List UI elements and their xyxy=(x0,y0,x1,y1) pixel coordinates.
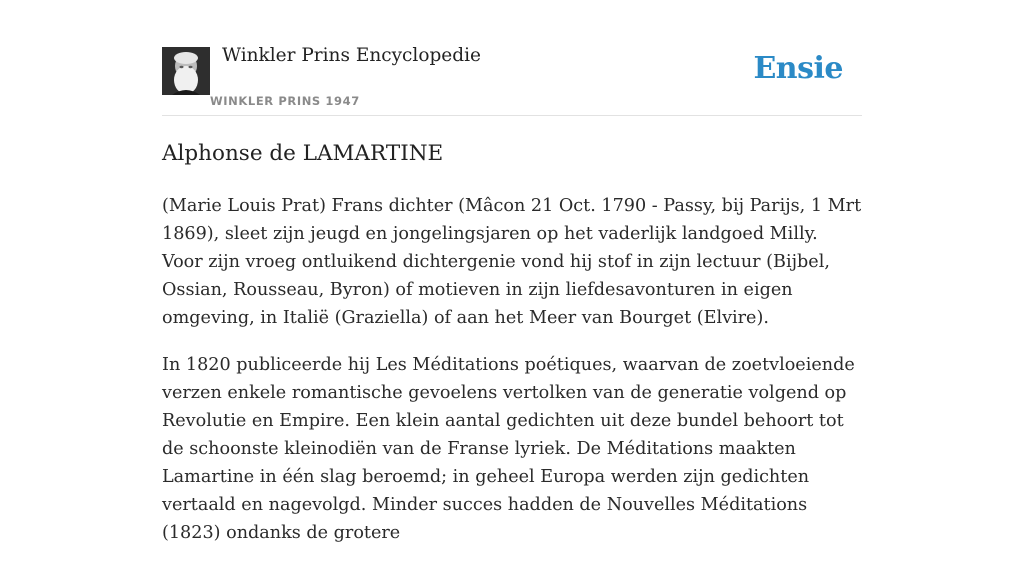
source-label[interactable]: WINKLER PRINS 1947 xyxy=(210,94,360,108)
article-title: Alphonse de LAMARTINE xyxy=(162,141,444,166)
author-portrait-icon[interactable] xyxy=(162,47,210,95)
site-title[interactable]: Winkler Prins Encyclopedie xyxy=(222,45,481,66)
article-paragraph: (Marie Louis Prat) Frans dichter (Mâcon 21 Oct. 1790 - Passy, bij Parijs, 1 Mrt 1869), sleet zijn jeugd en jongelingsjaren op het vaderlijk landgoed Milly. Voor zijn vroeg ontluikend dichtergenie vond hij stof in zijn lectuur (Bijbel, Ossian, Rousseau, Byron) of motieven in zijn liefdesavonturen in eigen omgeving, in Italië (Graziella) of aan het Meer van Bourget (Elvire). xyxy=(162,196,862,328)
article-paragraph: In 1820 publiceerde hij Les Méditations poétiques, waarvan de zoetvloeiende verzen enkele romantische gevoelens vertolken van de generatie volgend op Revolutie en Empire. Een klein aantal gedichten uit deze bundel behoort tot de schoonste kleinodiën van de Franse lyriek. De Méditations maakten Lamartine in één slag beroemd; in geheel Europa werden zijn gedichten vertaald en nagevolgd. Minder succes hadden de Nouvelles Méditations (1823) ondanks de grotere xyxy=(162,355,855,543)
site-header xyxy=(162,0,862,116)
article-body xyxy=(162,192,864,566)
brand-logo[interactable]: Ensie xyxy=(753,51,843,86)
page xyxy=(162,0,862,543)
